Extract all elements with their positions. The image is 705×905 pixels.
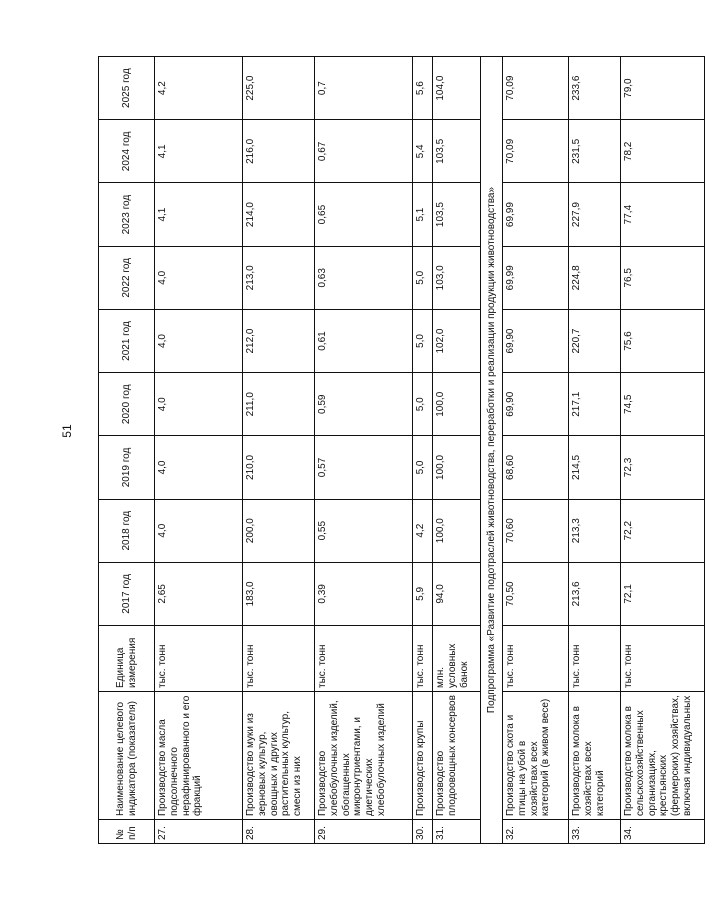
value-cell: 69,90 (503, 373, 569, 436)
value-cell: 78,2 (621, 120, 705, 183)
value-cell: 5,9 (413, 562, 433, 625)
value-cell: 5,0 (413, 373, 433, 436)
value-cell: 210,0 (243, 436, 315, 499)
indicator-name: Производство муки из зерновых культур, овощных и других растительных культур, смеси из них (243, 692, 315, 820)
value-cell: 79,0 (621, 57, 705, 120)
value-cell: 4,0 (155, 246, 243, 309)
value-cell: 0,39 (315, 562, 413, 625)
indicator-name: Производство молока в хозяйствах всех категорий (569, 692, 621, 820)
table-body-section (481, 57, 503, 844)
value-cell: 4,1 (155, 183, 243, 246)
indicator-name: Производство плодоовощных консервов (433, 692, 481, 820)
value-cell: 72,3 (621, 436, 705, 499)
header-name: Наименование целевого индикатора (показателя) (99, 692, 155, 820)
value-cell: 69,99 (503, 183, 569, 246)
value-cell: 103,5 (433, 183, 481, 246)
row-number: 34. (621, 820, 705, 844)
value-cell: 69,90 (503, 309, 569, 372)
indicator-name: Производство скота и птицы на убой в хозяйствах всех категорий (в живом весе) (503, 692, 569, 820)
value-cell: 68,60 (503, 436, 569, 499)
value-cell: 100,0 (433, 436, 481, 499)
value-cell: 4,2 (413, 499, 433, 562)
row-number: 32. (503, 820, 569, 844)
value-cell: 213,6 (569, 562, 621, 625)
value-cell: 70,09 (503, 120, 569, 183)
table-body-crops (155, 57, 481, 844)
value-cell: 211,0 (243, 373, 315, 436)
value-cell: 70,50 (503, 562, 569, 625)
value-cell: 200,0 (243, 499, 315, 562)
indicator-name: Производство масла подсолнечного нерафинированного и его фракций (155, 692, 243, 820)
header-year: 2018 год (99, 499, 155, 562)
value-cell: 214,5 (569, 436, 621, 499)
value-cell: 5,6 (413, 57, 433, 120)
value-cell: 5,1 (413, 183, 433, 246)
header-year: 2017 год (99, 562, 155, 625)
value-cell: 103,0 (433, 246, 481, 309)
value-cell: 224,8 (569, 246, 621, 309)
value-cell: 0,55 (315, 499, 413, 562)
table-row (569, 57, 621, 844)
value-cell: 217,1 (569, 373, 621, 436)
value-cell: 100,0 (433, 499, 481, 562)
value-cell: 183,0 (243, 562, 315, 625)
table-row (503, 57, 569, 844)
value-cell: 220,7 (569, 309, 621, 372)
row-number: 29. (315, 820, 413, 844)
value-cell: 104,0 (433, 57, 481, 120)
value-cell: 76,5 (621, 246, 705, 309)
value-cell: 69,99 (503, 246, 569, 309)
value-cell: 0,61 (315, 309, 413, 372)
value-cell: 214,0 (243, 183, 315, 246)
table-row (315, 57, 413, 844)
unit: тыс. тонн (243, 626, 315, 692)
value-cell: 0,7 (315, 57, 413, 120)
header-year: 2024 год (99, 120, 155, 183)
value-cell: 72,2 (621, 499, 705, 562)
value-cell: 4,0 (155, 436, 243, 499)
row-number: 27. (155, 820, 243, 844)
unit: тыс. тонн (155, 626, 243, 692)
table-row (433, 57, 481, 844)
value-cell: 4,1 (155, 120, 243, 183)
header-year: 2019 год (99, 436, 155, 499)
table-row (243, 57, 315, 844)
indicator-name: Производство хлебобулочных изделий, обогащенных микронутриентами, и диетических хлебобулочных изделий (315, 692, 413, 820)
table-row (413, 57, 433, 844)
value-cell: 103,5 (433, 120, 481, 183)
value-cell: 70,60 (503, 499, 569, 562)
unit: тыс. тонн (569, 626, 621, 692)
table-row (155, 57, 243, 844)
value-cell: 227,9 (569, 183, 621, 246)
value-cell: 225,0 (243, 57, 315, 120)
value-cell: 74,5 (621, 373, 705, 436)
header-year: 2025 год (99, 57, 155, 120)
unit: тыс. тонн (413, 626, 433, 692)
unit: тыс. тонн (315, 626, 413, 692)
header-row (99, 57, 155, 844)
table-body-livestock (503, 57, 705, 844)
page-number: 51 (60, 424, 74, 438)
section-row (481, 57, 503, 844)
value-cell: 77,4 (621, 183, 705, 246)
value-cell: 5,0 (413, 246, 433, 309)
value-cell: 231,5 (569, 120, 621, 183)
value-cell: 233,6 (569, 57, 621, 120)
header-unit: Единица измерения (99, 626, 155, 692)
value-cell: 4,0 (155, 373, 243, 436)
value-cell: 75,6 (621, 309, 705, 372)
table-row (621, 57, 705, 844)
section-title: Подпрограмма «Развитие подотраслей животноводства, переработки и реализации продукции животноводства» (481, 57, 503, 844)
value-cell: 213,3 (569, 499, 621, 562)
value-cell: 0,59 (315, 373, 413, 436)
unit: тыс. тонн (503, 626, 569, 692)
value-cell: 5,4 (413, 120, 433, 183)
row-number: 33. (569, 820, 621, 844)
row-number: 28. (243, 820, 315, 844)
value-cell: 0,63 (315, 246, 413, 309)
header-year: 2022 год (99, 246, 155, 309)
indicator-name: Производство молока в сельскохозяйственных организациях, крестьянских (фермерских) хозяйствах, включая индивидуальных (621, 692, 705, 820)
indicator-name: Производство крупы (413, 692, 433, 820)
value-cell: 212,0 (243, 309, 315, 372)
value-cell: 94,0 (433, 562, 481, 625)
value-cell: 100,0 (433, 373, 481, 436)
row-number: 31. (433, 820, 481, 844)
value-cell: 0,67 (315, 120, 413, 183)
value-cell: 216,0 (243, 120, 315, 183)
value-cell: 4,0 (155, 309, 243, 372)
row-number: 30. (413, 820, 433, 844)
value-cell: 2,65 (155, 562, 243, 625)
value-cell: 5,0 (413, 309, 433, 372)
value-cell: 4,0 (155, 499, 243, 562)
unit: млн. условных банок (433, 626, 481, 692)
value-cell: 72,1 (621, 562, 705, 625)
header-year: 2023 год (99, 183, 155, 246)
header-no: № п/п (99, 820, 155, 844)
value-cell: 0,65 (315, 183, 413, 246)
value-cell: 4,2 (155, 57, 243, 120)
header-year: 2020 год (99, 373, 155, 436)
value-cell: 5,0 (413, 436, 433, 499)
value-cell: 102,0 (433, 309, 481, 372)
indicator-table (98, 56, 705, 844)
value-cell: 0,57 (315, 436, 413, 499)
value-cell: 70,09 (503, 57, 569, 120)
header-year: 2021 год (99, 309, 155, 372)
rotated-table-container (98, 56, 693, 844)
value-cell: 213,0 (243, 246, 315, 309)
unit: тыс. тонн (621, 626, 705, 692)
